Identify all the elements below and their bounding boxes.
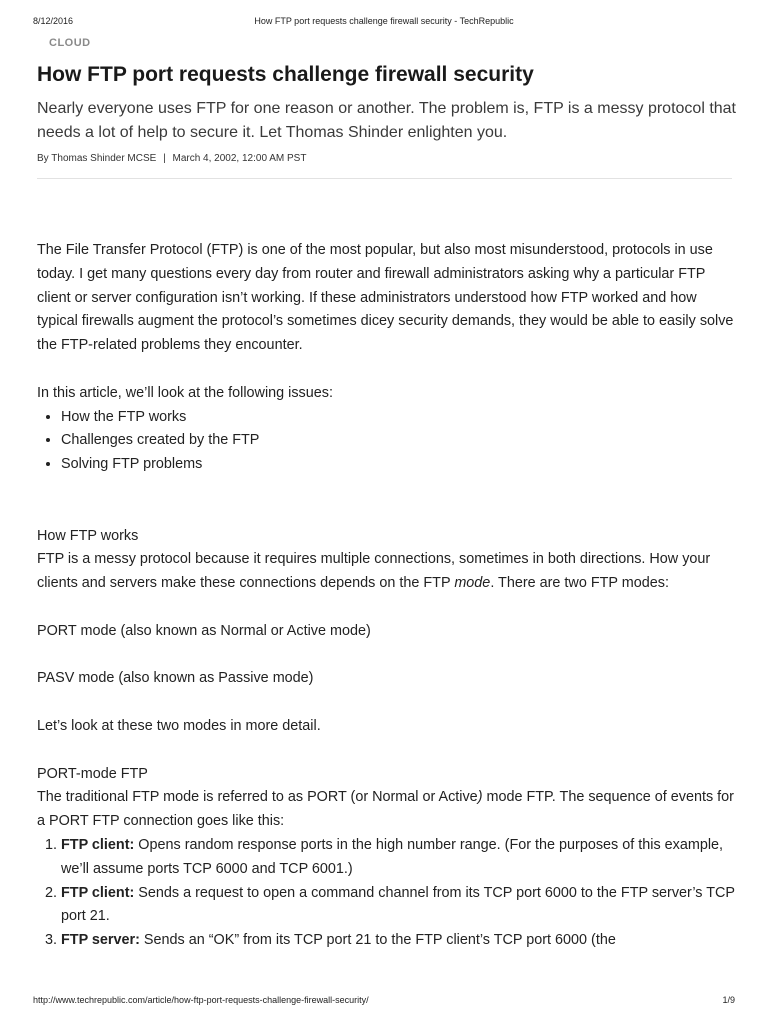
- how-ftp-works-paragraph: FTP is a messy protocol because it requires multiple connections, sometimes in both directions. How your clients and servers make these connections depends on the FTP mode. There are two FTP modes:: [37, 551, 711, 592]
- print-url: http://www.techrepublic.com/article/how-ftp-port-requests-challenge-firewall-security/: [33, 995, 369, 1005]
- author-link[interactable]: Thomas Shinder MCSE: [51, 153, 157, 164]
- emphasis-mode: mode: [454, 575, 491, 592]
- print-page-title: How FTP port requests challenge firewall security - TechRepublic: [254, 16, 514, 26]
- issues-list: [37, 406, 737, 477]
- port-mode-line: PORT mode (also known as Normal or Active mode): [37, 622, 371, 639]
- byline: [37, 153, 306, 164]
- list-item: 2. FTP client: Sends a request to open a command channel from its TCP port 6000 to the FTP server’s TCP port 21.: [61, 882, 737, 930]
- list-item: • Challenges created by the FTP: [61, 429, 737, 453]
- section-heading-how-ftp-works: How FTP works: [37, 527, 139, 544]
- list-item: 3. FTP server: Sends an “OK” from its TCP port 21 to the FTP client’s TCP port 6000 (the: [61, 929, 737, 953]
- port-steps-list: [37, 834, 737, 953]
- list-item: • How the FTP works: [61, 406, 737, 430]
- section-heading-port-mode: PORT-mode FTP: [37, 765, 148, 782]
- list-item: 1. FTP client: Opens random response ports in the high number range. (For the purposes of this example, we’ll assume ports TCP 6000 and TCP 6001.): [61, 834, 737, 882]
- category-link[interactable]: CLOUD: [49, 37, 91, 49]
- header-divider: [37, 178, 732, 179]
- port-mode-paragraph: The traditional FTP mode is referred to as PORT (or Normal or Active) mode FTP. The sequence of events for a PORT FTP connection goes like this:: [37, 789, 734, 830]
- byline-prefix: By: [37, 153, 49, 164]
- issues-intro: In this article, we’ll look at the following issues:: [37, 384, 333, 401]
- article-dek: Nearly everyone uses FTP for one reason or another. The problem is, FTP is a messy protocol that needs a lot of help to secure it. Let Thomas Shinder enlighten you.: [37, 100, 736, 141]
- print-header: [0, 16, 768, 30]
- print-date: 8/12/2016: [33, 16, 74, 26]
- intro-paragraph: The File Transfer Protocol (FTP) is one of the most popular, but also most misunderstood, protocols in use today. I get many questions every day from router and firewall administrators asking why a particular FTP client or server configuration isn’t working. If these administrators understood how FTP worked and how typical firewalls augment the protocol’s sometimes dicey security demands, they would be able to easily solve the FTP-related problems they encounter.: [37, 242, 734, 354]
- detail-line: Let’s look at these two modes in more detail.: [37, 717, 321, 734]
- list-item: • Solving FTP problems: [61, 453, 737, 477]
- article-headline: How FTP port requests challenge firewall security: [37, 63, 534, 86]
- print-footer: [0, 995, 768, 1009]
- byline-separator: |: [163, 153, 166, 164]
- page-number: 1/9: [722, 995, 735, 1005]
- article-body: [37, 239, 737, 953]
- publish-date: March 4, 2002, 12:00 AM PST: [172, 153, 307, 164]
- pasv-mode-line: PASV mode (also known as Passive mode): [37, 670, 314, 687]
